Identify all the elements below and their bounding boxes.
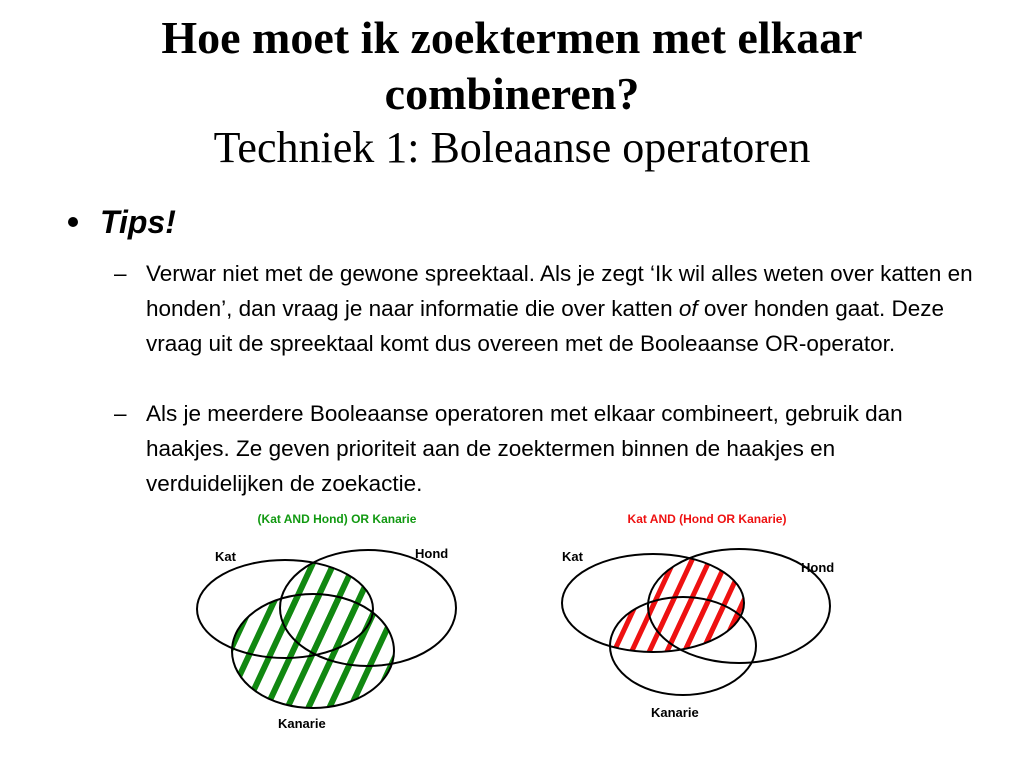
title-main: Hoe moet ik zoektermen met elkaar combineren? [161, 12, 863, 119]
subitem-haakjes [114, 396, 976, 501]
label-kat: Kat [215, 549, 236, 564]
slide-title [40, 10, 984, 174]
bullet-dot-icon [68, 217, 78, 227]
dash-icon: – [114, 261, 127, 286]
label-hond: Hond [415, 546, 449, 561]
label-hond: Hond [801, 560, 835, 575]
subitem-spreektaal [114, 256, 976, 361]
venn-diagram-right [556, 505, 856, 725]
bullet-label: Tips! [100, 203, 176, 240]
subitem-text-part: Verwar niet met de gewone spreektaal. Als je zegt ‘Ik wil alles weten over katten en honden’, dan vraag je naar informatie die over katten [146, 261, 973, 321]
title-subtitle: Techniek 1: Boleaanse operatoren [213, 123, 811, 172]
subitem-text: Als je meerdere Booleaanse operatoren met elkaar combineert, gebruik dan haakjes. Ze geven prioriteit aan de zoektermen binnen de haakjes en verduidelijken de zoekactie. [146, 401, 903, 496]
venn-right-caption: Kat AND (Hond OR Kanarie) [627, 512, 787, 526]
venn-diagram-left [190, 505, 470, 735]
label-kanarie: Kanarie [651, 705, 699, 720]
label-kanarie: Kanarie [278, 716, 326, 731]
subitem-text-part: over honden gaat. Deze vraag uit de spreektaal komt dus overeen met de Booleaanse OR-operator. [146, 296, 945, 356]
bullet-tips [68, 200, 176, 244]
subitem-emphasis: of [678, 296, 698, 321]
label-kat: Kat [562, 549, 583, 564]
dash-icon: – [114, 401, 127, 426]
venn-right-svg [556, 505, 856, 725]
venn-left-svg [190, 505, 470, 735]
venn-left-caption: (Kat AND Hond) OR Kanarie [257, 512, 417, 526]
